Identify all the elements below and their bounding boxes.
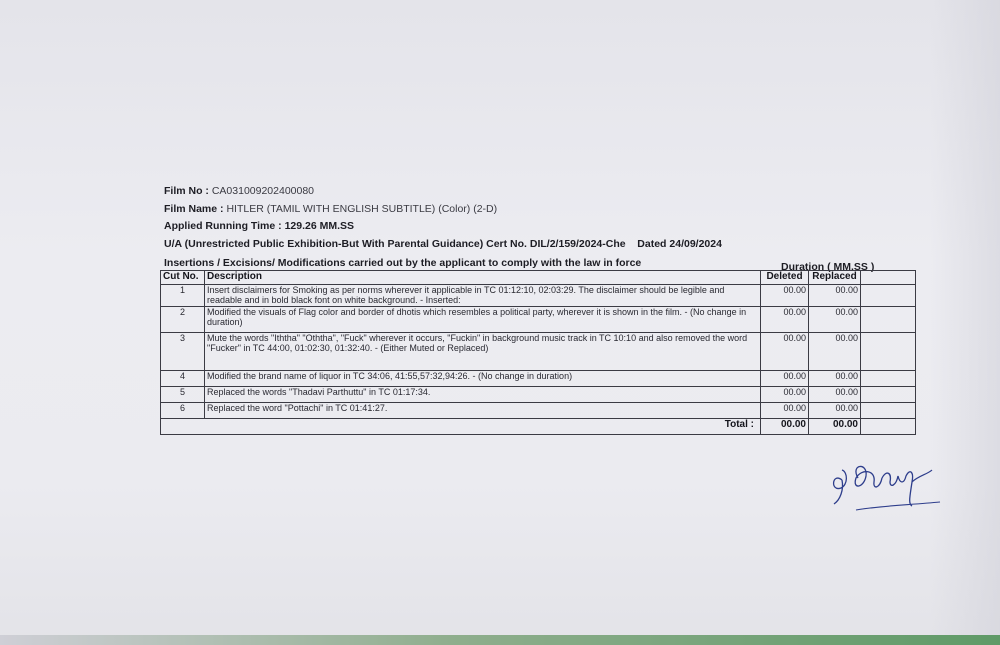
cut-no: 2 (161, 307, 205, 333)
handwritten-signature (828, 458, 948, 518)
table-row (161, 333, 916, 371)
cut-no: 6 (161, 403, 205, 419)
header-cut-no: Cut No. (161, 271, 205, 285)
header-blank (861, 271, 916, 285)
certificate-line (164, 238, 722, 250)
table-row (161, 307, 916, 333)
replaced-duration: 00.00 (809, 371, 861, 387)
film-no-value: CA031009202400080 (211, 185, 315, 197)
deleted-duration: 00.00 (761, 387, 809, 403)
blank-cell (861, 387, 916, 403)
cut-description: Replaced the words "Thadavi Parthuttu" in TC 01:17:34. (205, 387, 761, 403)
cut-no: 5 (161, 387, 205, 403)
header-deleted: Deleted (761, 271, 809, 285)
film-name-value: HITLER (TAMIL WITH ENGLISH SUBTITLE) (Color) (2-D) (226, 203, 498, 215)
cert-text: U/A (Unrestricted Public Exhibition-But With Parental Guidance) Cert No. (164, 238, 527, 250)
cut-description: Replaced the word "Pottachi" in TC 01:41:27. (205, 403, 761, 419)
cut-no: 1 (161, 285, 205, 307)
blank-cell (861, 371, 916, 387)
section-title: Insertions / Excisions/ Modifications carried out by the applicant to comply with the law in force (164, 257, 642, 269)
deleted-duration: 00.00 (761, 403, 809, 419)
background-surface (0, 635, 1000, 645)
total-deleted: 00.00 (761, 419, 809, 435)
deleted-duration: 00.00 (761, 307, 809, 333)
replaced-duration: 00.00 (809, 387, 861, 403)
film-no-label: Film No : (164, 185, 209, 197)
blank-cell (861, 419, 916, 435)
duration-label: Duration ( MM.SS ) (781, 261, 875, 273)
table-row (161, 285, 916, 307)
total-row (161, 419, 916, 435)
cut-description: Modified the brand name of liquor in TC 34:06, 41:55,57:32,94:26. - (No change in duration) (205, 371, 761, 387)
applied-running-time (164, 220, 354, 232)
deleted-duration: 00.00 (761, 285, 809, 307)
header-replaced: Replaced (809, 271, 861, 285)
running-time-value: 129.26 MM.SS (284, 220, 355, 232)
replaced-duration: 00.00 (809, 403, 861, 419)
blank-cell (861, 285, 916, 307)
header-description: Description (205, 271, 761, 285)
cut-no: 3 (161, 333, 205, 371)
deleted-duration: 00.00 (761, 371, 809, 387)
film-name (164, 203, 497, 215)
table-row (161, 403, 916, 419)
dated-label: Dated (637, 238, 667, 250)
cut-no: 4 (161, 371, 205, 387)
blank-cell (861, 333, 916, 371)
replaced-duration: 00.00 (809, 307, 861, 333)
total-label: Total : (161, 419, 761, 435)
modifications-table (160, 270, 916, 435)
replaced-duration: 00.00 (809, 285, 861, 307)
dated-value: 24/09/2024 (669, 238, 722, 250)
deleted-duration: 00.00 (761, 333, 809, 371)
page-fold-shadow (930, 0, 1000, 645)
blank-cell (861, 403, 916, 419)
cut-description: Insert disclaimers for Smoking as per norms wherever it applicable in TC 01:12:10, 02:03:29. The disclaimer should be legible and readable and in bold black font on white background. - Inserted: (205, 285, 761, 307)
table-row (161, 371, 916, 387)
cert-no: DIL/2/159/2024-Che (529, 238, 626, 250)
cut-description: Mute the words "Iththa" "Oththa", "Fuck" wherever it occurs, "Fuckin" in background music track in TC 10:10 and also removed the word "Fucker" in TC 44:00, 01:02:30, 01:32:40. - (Either Muted or Replaced) (205, 333, 761, 371)
blank-cell (861, 307, 916, 333)
total-replaced: 00.00 (809, 419, 861, 435)
film-no (164, 185, 314, 197)
running-time-label: Applied Running Time : (164, 220, 282, 232)
film-name-label: Film Name : (164, 203, 224, 215)
table-row (161, 387, 916, 403)
replaced-duration: 00.00 (809, 333, 861, 371)
cut-description: Modified the visuals of Flag color and border of dhotis which resembles a political party, wherever it is shown in the film. - (No change in duration) (205, 307, 761, 333)
table-header-row (161, 271, 916, 285)
